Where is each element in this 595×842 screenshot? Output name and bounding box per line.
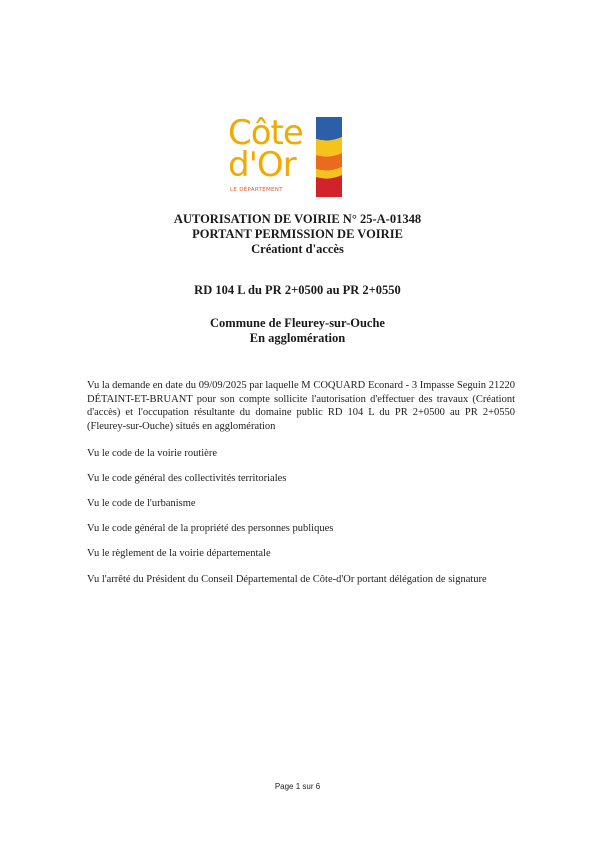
- commune-name: Commune de Fleurey-sur-Ouche: [210, 316, 385, 330]
- paragraph-signature-delegation: Vu l'arrêté du Président du Conseil Départemental de Côte-d'Or portant délégation de signature: [87, 574, 487, 585]
- logo-line-2: d'Or: [228, 145, 296, 186]
- authorization-title: [0, 212, 595, 257]
- paragraph-urbanism-code: Vu le code de l'urbanisme: [87, 498, 196, 509]
- zone-label: En agglomération: [249, 331, 346, 345]
- logo-flag-icon: [316, 117, 342, 197]
- logo-subtitle: LE DÉPARTEMENT: [230, 187, 283, 193]
- logo-wordmark: [228, 113, 303, 186]
- title-line-3: Créationt d'accès: [251, 242, 344, 256]
- commune-heading: [0, 316, 595, 346]
- paragraph-road-regulation: Vu le règlement de la voirie départementale: [87, 548, 271, 559]
- title-line-2: PORTANT PERMISSION DE VOIRIE: [192, 227, 403, 241]
- paragraph-request: Vu la demande en date du 09/09/2025 par laquelle M COQUARD Econard - 3 Impasse Seguin 21220 DÉTAINT-ET-BRUANT pour son compte sollicite l'autorisation d'effectuer des travaux (Créationt d'accès) et l'occupation résultante du domaine public RD 104 L du PR 2+0500 au PR 2+0550 (Fleurey-sur-Ouche) situés en agglomération: [87, 380, 515, 433]
- paragraph-territorial-code: Vu le code général des collectivités territoriales: [87, 473, 287, 484]
- title-line-1: AUTORISATION DE VOIRIE N° 25-A-01348: [173, 212, 422, 226]
- paragraph-public-property-code: Vu le code général de la propriété des personnes publiques: [87, 523, 334, 534]
- road-section-heading: RD 104 L du PR 2+0500 au PR 2+0550: [194, 283, 401, 297]
- page-number: Page 1 sur 6: [274, 782, 321, 791]
- paragraph-road-code: Vu le code de la voirie routière: [87, 448, 217, 459]
- logo-line-1: Côte: [228, 113, 303, 153]
- cote-dor-logo: [228, 113, 358, 197]
